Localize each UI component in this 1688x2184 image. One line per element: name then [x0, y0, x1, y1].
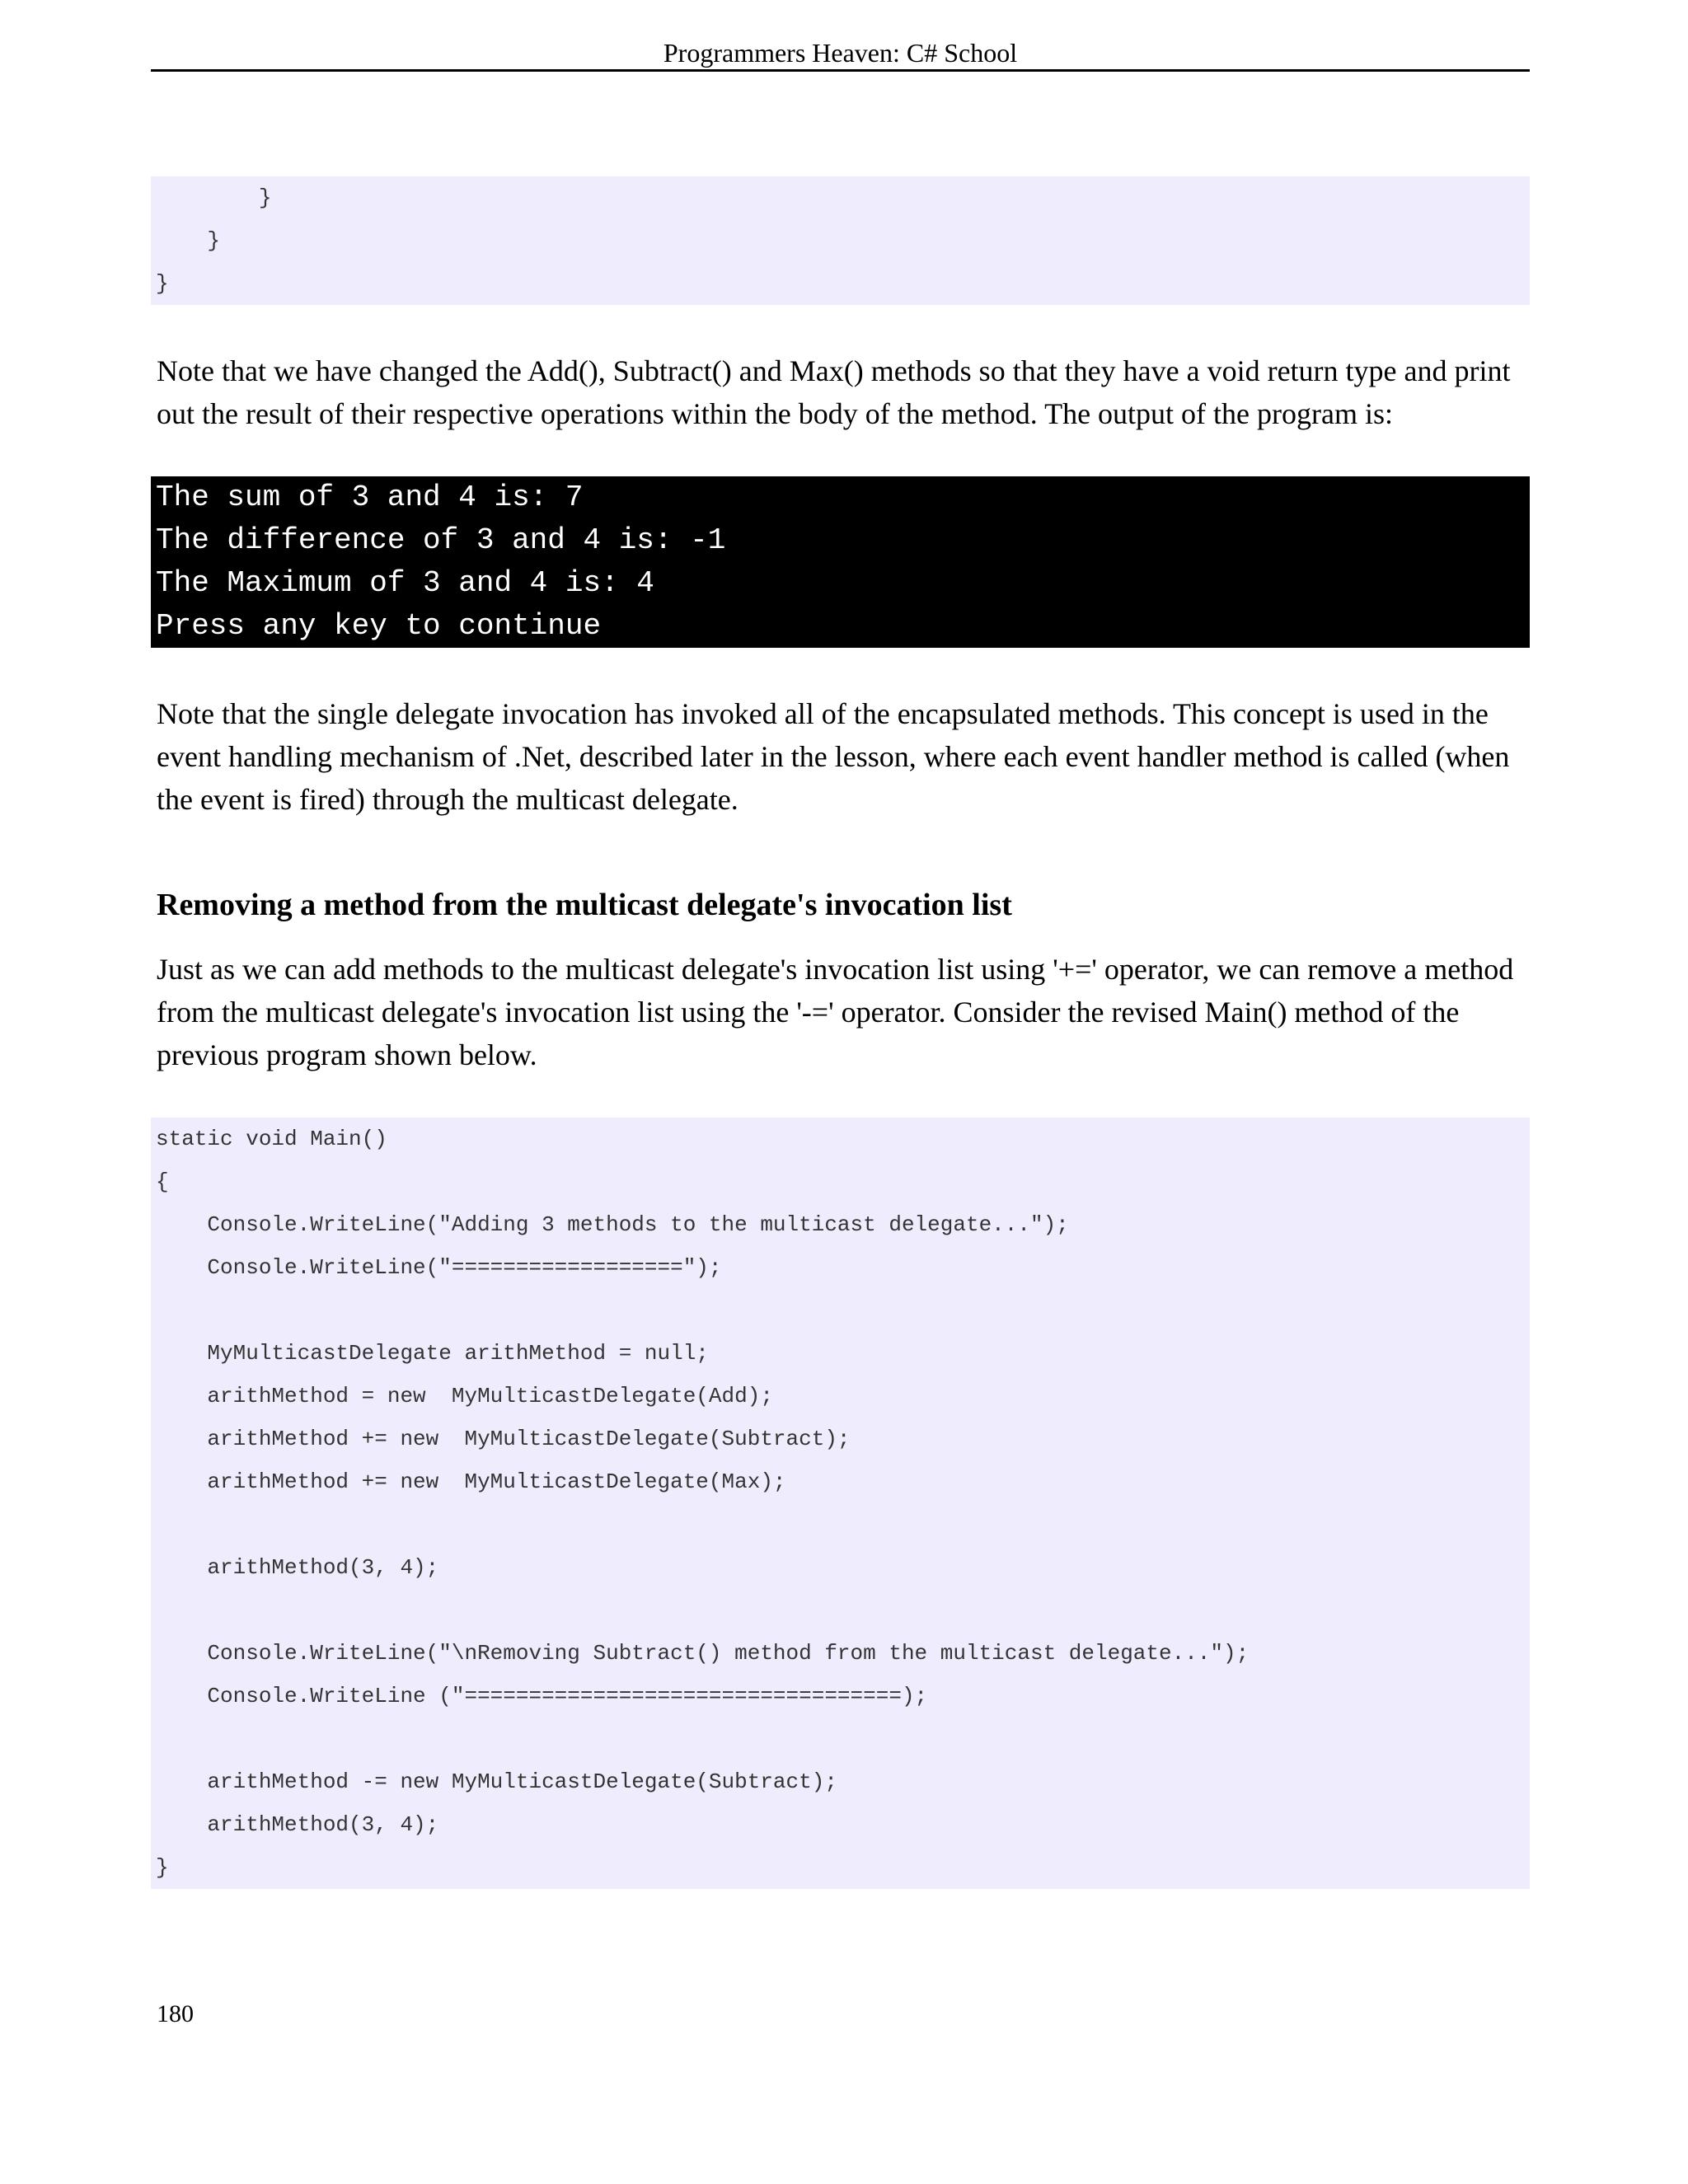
console-line: The Maximum of 3 and 4 is: 4: [156, 566, 654, 600]
code-block-main: [151, 1118, 1530, 1889]
console-line: The difference of 3 and 4 is: -1: [156, 523, 726, 557]
code-line: [156, 1503, 1530, 1546]
code-line: arithMethod(3, 4);: [156, 1555, 439, 1580]
code-line: arithMethod += new MyMulticastDelegate(Max);: [156, 1469, 786, 1494]
code-line: [156, 1289, 1530, 1332]
code-line: }: [156, 271, 169, 296]
code-line: Console.WriteLine("\nRemoving Subtract() method from the multicast delegate...");: [156, 1641, 1250, 1666]
code-line: MyMulticastDelegate arithMethod = null;: [156, 1341, 709, 1366]
console-line: The sum of 3 and 4 is: 7: [156, 480, 584, 514]
section-heading: Removing a method from the multicast delegate's invocation list: [157, 888, 1012, 922]
code-line: Console.WriteLine ("==================================);: [156, 1684, 928, 1708]
code-line: static void Main(): [156, 1127, 387, 1151]
code-line: arithMethod += new MyMulticastDelegate(Subtract);: [156, 1427, 851, 1451]
code-line: arithMethod = new MyMulticastDelegate(Add);: [156, 1384, 773, 1408]
code-line: [156, 1589, 1530, 1632]
code-line: Console.WriteLine("==================");: [156, 1255, 722, 1280]
code-line: Console.WriteLine("Adding 3 methods to the multicast delegate...");: [156, 1212, 1069, 1237]
page-number: 180: [157, 2000, 194, 2027]
code-line: arithMethod -= new MyMulticastDelegate(Subtract);: [156, 1769, 837, 1794]
console-output: [151, 476, 1530, 648]
page-header: Programmers Heaven: C# School: [151, 36, 1530, 72]
paragraph-removing-method: Just as we can add methods to the multicast delegate's invocation list using '+=' operator, we can remove a method from the multicast delegate's invocation list using the '-=' operator. Consider the revised Main() method of the previous program shown below.: [157, 953, 1514, 1071]
code-line: arithMethod(3, 4);: [156, 1812, 439, 1837]
console-line: Press any key to continue: [156, 609, 602, 643]
code-line: }: [156, 228, 221, 253]
code-line: }: [156, 1855, 169, 1880]
code-line: {: [156, 1169, 169, 1194]
code-block-top: [151, 176, 1530, 305]
code-line: [156, 1718, 1530, 1760]
paragraph-output-intro: Note that we have changed the Add(), Subtract() and Max() methods so that they have a void return type and print out the result of their respective operations within the body of the method. The output of the program is:: [157, 354, 1511, 430]
code-line: }: [156, 185, 272, 210]
paragraph-delegate-invocation: Note that the single delegate invocation has invoked all of the encapsulated methods. This concept is used in the event handling mechanism of .Net, described later in the lesson, where each event handler method is called (when the event is fired) through the multicast delegate.: [157, 697, 1510, 816]
